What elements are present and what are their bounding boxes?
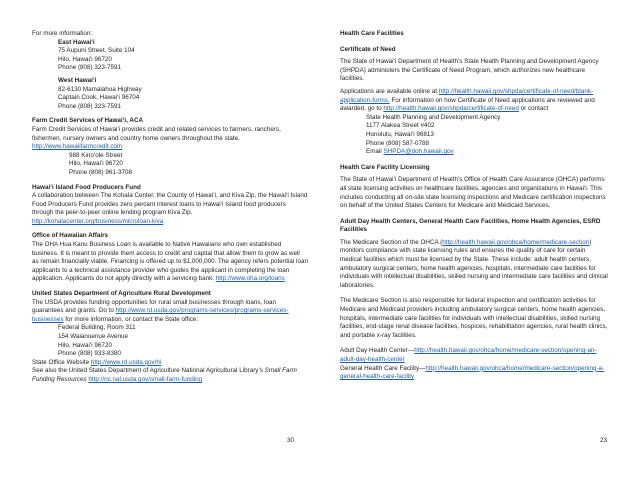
address-line: Hilo, Hawai‘i 96720 [69,160,123,168]
fcs-link[interactable]: http://www.hawaiifarmcredit.com [32,143,123,151]
medicare-text-1: The Medicare Section of the OHCA ( [340,238,443,246]
phone-line: Phone (808) 323-7591 [58,64,122,72]
see-also-title: Small Farm Funding Resources [32,367,297,383]
fcs-paragraph [32,126,308,152]
more-info-intro: For more information: [32,30,93,37]
usda-heading: United States Department of Agriculture Rural Development [32,290,211,298]
fcs-heading: Farm Credit Services of Hawai‘i, ACA [32,117,144,125]
usda-text: The USDA provides funding opportunities for rural small businesses through loans, loan guarantees and grants. Go to [32,298,276,315]
federal-paragraph: The Medicare Section is also responsible for federal inspection and certification activities for Medicare and Medicaid providers including ambulatory surgical centers, home health agencies, hospitals, intermediate care facilities for individuals with intellectual disabilities, skilled nursing facilities, end-stage renal disease facilities, hospices, rehabilitation agencies, rural health clinics, and portable x-ray facilities. [340,297,608,339]
oha-text: The OHA Hua Kanu Business Loan is available to Native Hawaiians who own established business. It is meant to provide them access to credit and capital that allow them to grow as well as remain financially viable. Financing is offered up to $1,000,000. The agency refers potential loan applicants to a technical assistance provider who guides the applicant in completing the loan application. Applicants do not apply directly with a servicing bank. [32,241,308,283]
left-page-number: 30 [287,437,295,444]
hifp-text: A collaboration between The Kohala Center, the County of Hawai‘i, and Kiva Zip, the Hawai‘i Island Food Producers Fund provides zero percent interest loans to Hawai‘i Island food producers through the peer-to-peer online lending program Kiva Zip. [32,192,308,217]
email-label: Email [366,148,382,156]
address-line: 988 Kino‘ole Street [69,151,123,159]
oha-link[interactable]: http://www.oha.org/loans [215,275,285,283]
fcs-text: Farm Credit Services of Hawai‘i provides credit and related services to farmers, ranchers, fishermen, nursery owners and country home owners throughout the state. [32,125,281,142]
oha-heading: Office of Hawaiian Affairs [32,232,109,240]
left-page-column [32,30,308,385]
usda-paragraph [32,299,308,325]
address-line: Captain Cook, Hawai‘i 96704 [58,94,140,102]
hifp-paragraph [32,192,308,226]
address-line: Honolulu, Hawai‘i 96813 [366,130,434,138]
address-line: Hilo, Hawai‘i 96720 [58,341,112,349]
state-office-label: State Office Website [32,358,90,366]
adh-heading: Adult Day Health Centers, General Health Care Facilities, Home Health Agencies, ESRD Facilities [340,217,601,234]
address-line: 82-6130 Mamalahoa Highway [58,85,142,93]
email-line [366,148,608,157]
oha-paragraph [32,241,308,284]
usda-link[interactable]: http://www.rd.usda.gov/programs-services/programs-services-businesses [32,307,289,323]
apps-end-text: or contact [520,105,549,113]
adhc-line [340,347,608,364]
apps-text: Applications are available online at [340,87,437,95]
adhc-label: Adult Day Health Center— [340,347,415,355]
hifp-heading: Hawai‘i Island Food Producers Fund [32,183,141,191]
phone-line: Phone (808) 961-3708 [69,168,133,176]
phone-line: Phone (808) 323-7591 [58,102,122,110]
apps-link[interactable]: http://health.hawaii.gov/shpda/certificate-of-need/blank-application-forms. [340,87,594,104]
west-hawaii-name: West Hawai‘i [58,76,97,84]
phone-line: Phone (808) 933-8380 [58,350,122,358]
con-info-link[interactable]: http://health.hawaii.gov/shpda/certificate-of-need [383,105,519,113]
medicare-section-link[interactable]: http://health.hawaii.gov/ohca/home/medicare-section [442,238,590,246]
state-office-link[interactable]: http://www.rd.usda.gov/hi [90,358,162,366]
hifp-link[interactable]: http://kohalacenter.org/business/microloan-kiva [32,217,164,225]
usda-address [32,324,308,358]
address-line: 1177 Alakea Street #402 [366,122,435,130]
medicare-text-2: ) monitors compliance with state licensing rules and ensures the quality of care for certain medical facilities which must be licensed by the State. These include: adult health centers, ambulatory surgical centers, home health agencies, hospitals, intermediate care facilities for individuals with intellectual disabilities, skilled nursing and intermediate care facilities and clinical laboratories. [340,238,608,289]
applications-paragraph [340,88,608,114]
address-line: 154 Waianuenue Avenue [58,333,129,340]
state-office-line [32,359,308,368]
east-hawaii-name: East Hawai‘i [58,38,95,46]
licensing-paragraph: The State of Hawai‘i Department of Health’s Office of Health Care Assurance (OHCA) performs all state licensing activities on healthcare facilities, agencies and organizations in Hawai‘i. This includes conducting all on-site state licensing inspections and Medicare certification inspections on behalf of the United States Centers for Medicare and Medicaid Services. [340,176,606,210]
adhc-link[interactable]: http://health.hawaii.gov/ohca/home/medicare-section/opening-an-adult-day-health-center [340,347,597,363]
right-page-number: 23 [600,437,608,444]
see-also-link[interactable]: http://ric.nal.usda.gov/small-farm-funding [88,375,203,383]
ghcf-line [340,365,608,382]
shpda-email-link[interactable]: SHPDA@doh.hawaii.gov [383,148,454,156]
east-hawaii-address [32,39,308,73]
usda-after-text: for more information, or contact the State office: [65,315,199,323]
hcf-heading: Health Care Facilities [340,30,404,37]
right-page-column [340,30,608,382]
phone-line: Phone (808) 587-0788 [366,139,430,147]
address-line: State Health Planning and Development Agency [366,113,501,121]
see-also-text: See also the United States Department of Agriculture National Agricultural Library’s [32,367,263,375]
ghcf-label: General Health Care Facility— [340,364,426,372]
address-line: Federal Building, Room 311 [58,324,136,332]
address-line: 75 Aupuni Street, Suite 104 [58,47,135,55]
address-line: Hilo, Hawai‘i 96720 [58,55,112,63]
shpda-address [340,114,608,157]
apps-mid-text: For information on how Certificate of Need applications are reviewed and awarded, go to [340,96,595,113]
con-heading: Certificate of Need [340,45,396,53]
west-hawaii-address [32,77,308,111]
con-paragraph: The State of Hawai‘i Department of Health’s State Health Planning and Development Agency (SHPDA) administers the Certificate of Need Program, which authorizes new healthcare facilities. [340,58,599,83]
licensing-heading: Health Care Facility Licensing [340,163,430,171]
medicare-paragraph [340,239,608,291]
ghcf-link[interactable]: http://health.hawaii.gov/ohca/home/medicare-section/opening-a-general-health-care-facility [340,364,605,381]
see-also-paragraph [32,367,308,384]
fcs-address [32,152,308,178]
